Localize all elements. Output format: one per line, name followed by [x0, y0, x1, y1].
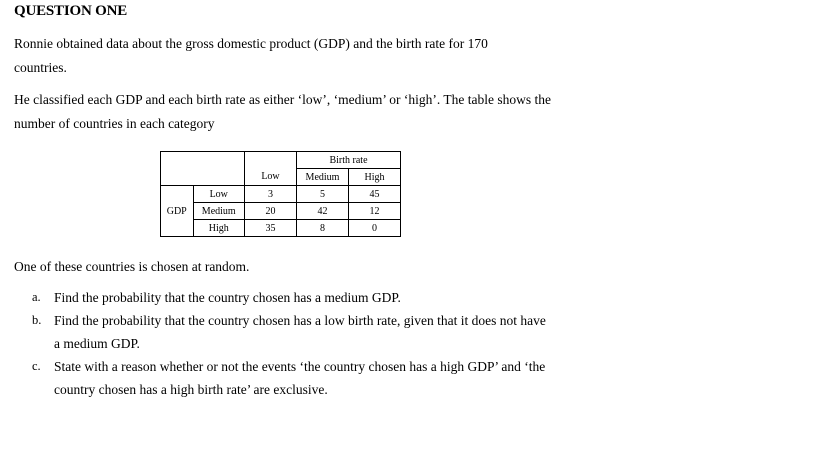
table-row: [161, 186, 401, 203]
table-cell: 42: [297, 203, 349, 220]
table-corner-cell: [161, 152, 194, 169]
question-text: Find the probability that the country chosen has a medium GDP.: [54, 290, 401, 305]
question-heading: QUESTION ONE: [14, 3, 128, 19]
table-cell: 20: [245, 203, 297, 220]
list-marker: b.: [32, 313, 42, 327]
table-cell: 12: [349, 203, 401, 220]
gdp-birth-rate-table: [160, 151, 401, 237]
table-corner-cell: [245, 152, 297, 169]
intro-paragraph: Ronnie obtained data about the gross domestic product (GDP) and the birth rate for 170 countries.: [14, 36, 488, 75]
row-group-header: GDP: [161, 203, 194, 220]
table-cell: 0: [349, 220, 401, 237]
list-marker: a.: [32, 290, 41, 304]
table-row: [161, 220, 401, 237]
list-item: [14, 355, 554, 401]
column-header-high: High: [349, 169, 401, 186]
table-corner-cell: [193, 169, 245, 186]
row-group-cell: [161, 220, 194, 237]
table-row: [161, 203, 401, 220]
table-cell: 45: [349, 186, 401, 203]
table-header-row-group: [161, 152, 401, 169]
table-cell: 5: [297, 186, 349, 203]
selection-paragraph: One of these countries is chosen at random.: [14, 259, 250, 274]
table-cell: 3: [245, 186, 297, 203]
classification-paragraph: He classified each GDP and each birth rate as either ‘low’, ‘medium’ or ‘high’. The table shows the number of countries in each category: [14, 92, 551, 131]
row-header-medium: Medium: [193, 203, 245, 220]
row-header-low: Low: [193, 186, 245, 203]
question-text: State with a reason whether or not the events ‘the country chosen has a high GDP’ and ‘the country chosen has a high birth rate’ are exclusive.: [54, 359, 546, 397]
table-cell: 8: [297, 220, 349, 237]
list-item: [14, 309, 554, 355]
question-text: Find the probability that the country chosen has a low birth rate, given that it does not have a medium GDP.: [54, 313, 546, 351]
table-corner-cell: [193, 152, 245, 169]
column-group-header: Birth rate: [297, 152, 401, 169]
row-header-high: High: [193, 220, 245, 237]
row-group-cell: [161, 186, 194, 203]
table-header-row-columns: [161, 169, 401, 186]
column-header-low: Low: [245, 169, 297, 186]
list-marker: c.: [32, 359, 41, 373]
column-header-medium: Medium: [297, 169, 349, 186]
table-cell: 35: [245, 220, 297, 237]
list-item: [14, 286, 554, 309]
table-corner-cell: [161, 169, 194, 186]
question-list: [14, 286, 554, 401]
